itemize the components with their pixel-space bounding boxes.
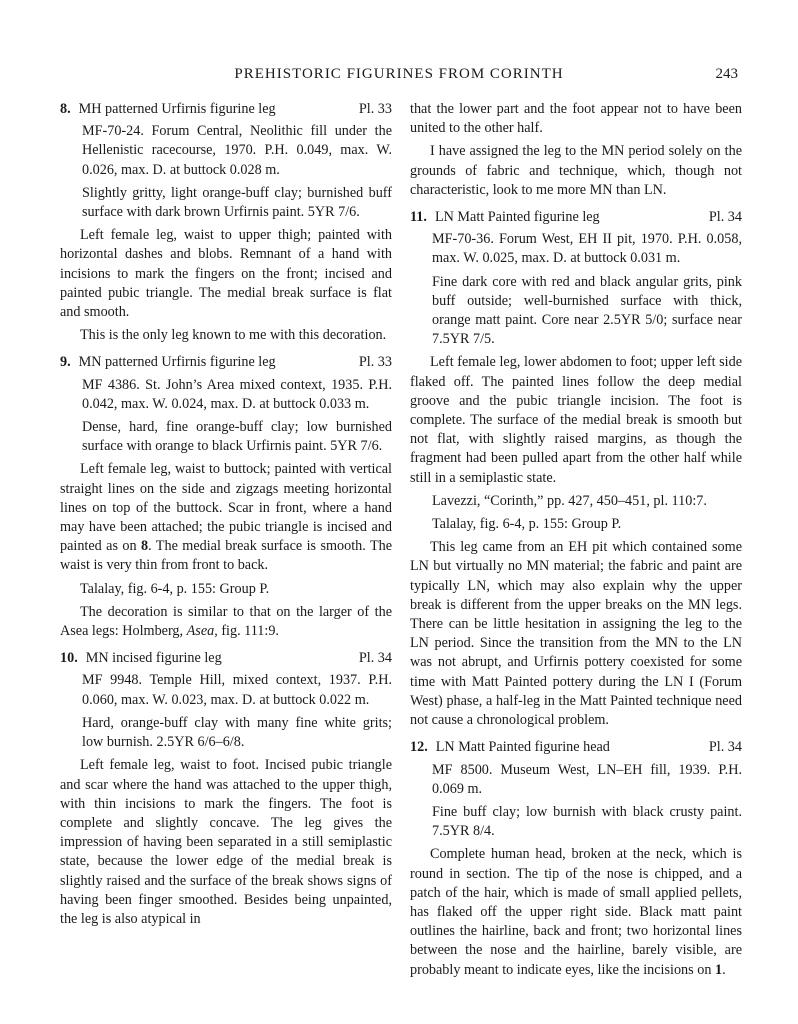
entry-number: 11. [410,209,427,226]
entry-12-heading [410,738,742,757]
entry-title: MN incised figurine leg [85,650,222,667]
plate-ref: Pl. 33 [358,354,392,371]
entry-10-description: Left female leg, waist to foot. Incised pubic triangle and scar where the hand was attached to the upper thigh, with thin incisions to mark the fingers. The foot is complete and slightly concave. The leg gives the impression of having been separated in a still semiplastic state, because the lower edge of the medial break is slightly raised and the surface of the break shows signs of having been finger smoothed. Besides being unpainted, the leg is also atypical in [60,757,392,927]
plate-ref: Pl. 34 [708,209,742,226]
entry-11-bibliography-2: Talalay, fig. 6-4, p. 155: Group P. [432,516,622,533]
entry-9-heading [60,353,392,372]
entry-9-catalog: MF 4386. St. John’s Area mixed context, 1935. P.H. 0.042, max. W. 0.024, max. D. at buttock 0.033 m. [82,376,392,412]
entry-11-comment: This leg came from an EH pit which contained some LN but virtually no MN material; the fabric and paint are typically LN, which may also explain why the upper break is different from the upper breaks on the MN legs. There can be little hesitation in assigning the leg to the LN period. Since the transition from the MN to the LN was not abrupt, and Urfirnis pottery coexisted for some time with Matt Painted pottery during the LN I (Forum West) phase, a half-leg in the Matt Painted technique need not cause a chronological problem. [410,539,742,729]
page-number: 243 [715,66,738,82]
entry-number: 12. [410,739,428,756]
right-column [410,100,742,984]
entry-11-catalog: MF-70-36. Forum West, EH II pit, 1970. P.H. 0.058, max. W. 0.025, max. D. at buttock 0.031 m. [432,231,742,267]
entry-12-catalog: MF 8500. Museum West, LN–EH fill, 1939. P.H. 0.069 m. [432,761,742,797]
entry-9-fabric: Dense, hard, fine orange-buff clay; low burnished surface with orange to black Urfirnis paint. 5YR 7/6. [82,419,392,455]
entry-10-fabric: Hard, orange-buff clay with many fine white grits; low burnish. 2.5YR 6/6–6/8. [82,714,392,751]
entry-12-description: Complete human head, broken at the neck, which is round in section. The tip of the nose is chipped, and a patch of the hair, which is made of small applied pellets, has flaked off the upper right side. Black matt paint outlines the hairline, back and front; two horizontal lines between the nose and the hairline, barely visible, are probably meant to indicate eyes, like the incisions on 1. [410,846,742,978]
entry-8-catalog: MF-70-24. Forum Central, Neolithic fill under the Hellenistic racecourse, 1970. P.H. 0.049, max. W. 0.026, max. D. at buttock 0.028 m. [82,123,392,178]
entry-11-heading [410,208,742,227]
running-title: PREHISTORIC FIGURINES FROM CORINTH [234,66,564,82]
entry-11-bibliography-1: Lavezzi, “Corinth,” pp. 427, 450–451, pl. 110:7. [432,492,707,509]
entry-cross-ref: 1 [714,961,723,978]
entry-11-description: Left female leg, lower abdomen to foot; upper left side flaked off. The painted lines follow the deep medial groove and the pubic triangle incision. The foot is complete. The surface of the medial break is smooth but not flat, with slightly raised margins, as though the fragment had been pulled apart from the other half while still in a semiplastic state. [410,354,742,486]
plate-ref: Pl. 33 [358,101,392,117]
entry-9-bibliography: Talalay, fig. 6-4, p. 155: Group P. [80,580,270,597]
entry-9-comment: The decoration is similar to that on the larger of the Asea legs: Holmberg, Asea, fig. 111:9. [60,603,392,640]
entry-10-heading [60,649,392,668]
entry-title: LN Matt Painted figurine head [435,739,610,756]
entry-title: LN Matt Painted figurine leg [434,209,600,226]
left-column [60,100,392,933]
plate-ref: Pl. 34 [708,739,742,756]
entry-number: 9. [60,354,71,371]
entry-10-dating: I have assigned the leg to the MN period solely on the grounds of fabric and technique, which, though not characteristic, look to me more MN than LN. [410,143,742,198]
entry-title: MH patterned Urfirnis figurine leg [78,101,276,117]
entry-11-fabric: Fine dark core with red and black angular grits, pink buff outside; well-burnished surface with thick, orange matt paint. Core near 2.5YR 5/0; surface near 7.5YR 7/5. [432,273,742,348]
page-header [60,66,738,86]
entry-8-heading [60,100,392,119]
entry-title: MN patterned Urfirnis figurine leg [78,354,276,371]
plate-ref: Pl. 34 [358,650,392,667]
entry-10-catalog: MF 9948. Temple Hill, mixed context, 1937. P.H. 0.060, max. W. 0.023, max. D. at buttock 0.022 m. [82,672,392,708]
entry-number: 10. [60,650,78,667]
entry-12-fabric: Fine buff clay; low burnish with black crusty paint. 7.5YR 8/4. [432,803,742,840]
entry-cross-ref: 8 [141,538,149,555]
entry-8-fabric: Slightly gritty, light orange-buff clay; burnished buff surface with dark brown Urfirnis paint. 5YR 7/6. [82,184,392,221]
entry-number: 8. [60,101,71,117]
entry-8-comment: This is the only leg known to me with this decoration. [80,327,387,344]
entry-8-description: Left female leg, waist to upper thigh; painted with horizontal dashes and blobs. Remnant of a hand with incisions to mark the fingers on the front; incised and painted pubic triangle. The medial break surface is flat and smooth. [60,227,392,321]
entry-9-description: Left female leg, waist to buttock; painted with vertical straight lines on the side and zigzags meeting horizontal lines on top of the buttock. Scar in front, where a hand may have been attached; the pubic triangle is incised and painted as on 8. The medial break surface is smooth. The waist is very thin from front to back. [60,461,393,574]
entry-10-continuation: that the lower part and the foot appear not to have been united to the other half. [410,101,742,137]
